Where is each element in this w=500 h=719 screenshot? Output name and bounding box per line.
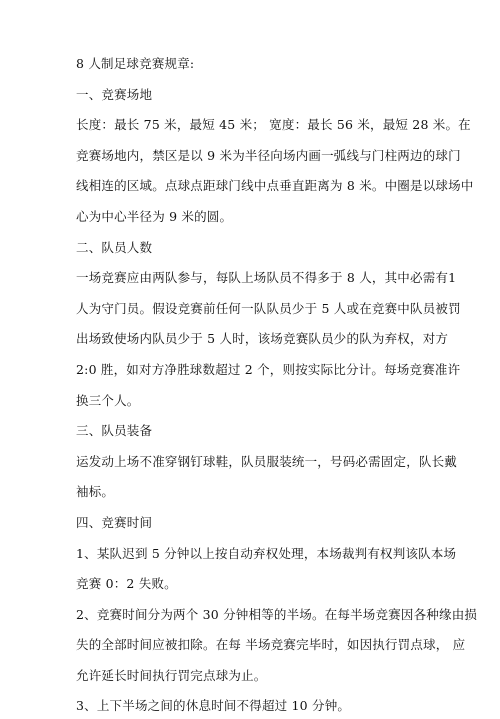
paragraph-line: 失的全部时间应被扣除。在每 半场竞赛完毕时，如因执行罚点球， 应 — [76, 637, 466, 653]
paragraph-line: 允许延长时间执行罚完点球为止。 — [76, 667, 267, 683]
paragraph-line: 长度：最长 75 米，最短 45 米； 宽度：最长 56 米，最短 28 米。在 — [76, 117, 471, 133]
paragraph-line: 人为守门员。假设竞赛前任何一队队员少于 5 人或在竞赛中队员被罚 — [76, 300, 461, 316]
paragraph-line: 竞赛 0：2 失败。 — [76, 576, 177, 592]
paragraph-line: 出场致使场内队员少于 5 人时，该场竞赛队员少的队为弃权，对方 — [76, 331, 449, 347]
paragraph-line: 一场竞赛应由两队参与，每队上场队员不得多于 8 人，其中必需有1 — [76, 270, 457, 286]
section-heading-venue: 一、竞赛场地 — [76, 86, 153, 102]
paragraph-line: 3、上下半场之间的休息时间不得超过 10 分钟。 — [76, 698, 351, 714]
paragraph-line: 2、竞赛时间分为两个 30 分钟相等的半场。在每半场竞赛因各种缘由损 — [76, 606, 478, 622]
section-heading-time: 四、竞赛时间 — [76, 514, 153, 530]
paragraph-line: 线相连的区域。点球点距球门线中点垂直距离为 8 米。中圈是以球场中 — [76, 178, 474, 194]
section-heading-players: 二、队员人数 — [76, 239, 153, 255]
paragraph-line: 袖标。 — [76, 484, 115, 500]
paragraph-line: 运发动上场不准穿钢钉球鞋，队员服装统一，号码必需固定，队长戴 — [76, 453, 458, 469]
paragraph-line: 2:0 胜，如对方净胜球数超过 2 个，则按实际比分计。每场竞赛准许 — [76, 361, 461, 377]
paragraph-line: 换三个人。 — [76, 392, 140, 408]
paragraph-line: 心为中心半径为 9 米的圆。 — [76, 208, 233, 224]
paragraph-line: 竞赛场地内，禁区是以 9 米为半径向场内画一弧线与门柱两边的球门 — [76, 147, 461, 163]
paragraph-line: 1、某队迟到 5 分钟以上按自动弃权处理，本场裁判有权判该队本场 — [76, 545, 457, 561]
document-body — [76, 52, 478, 719]
section-heading-equipment: 三、队员装备 — [76, 423, 153, 439]
document-title: 8 人制足球竞赛规章: — [76, 56, 195, 71]
